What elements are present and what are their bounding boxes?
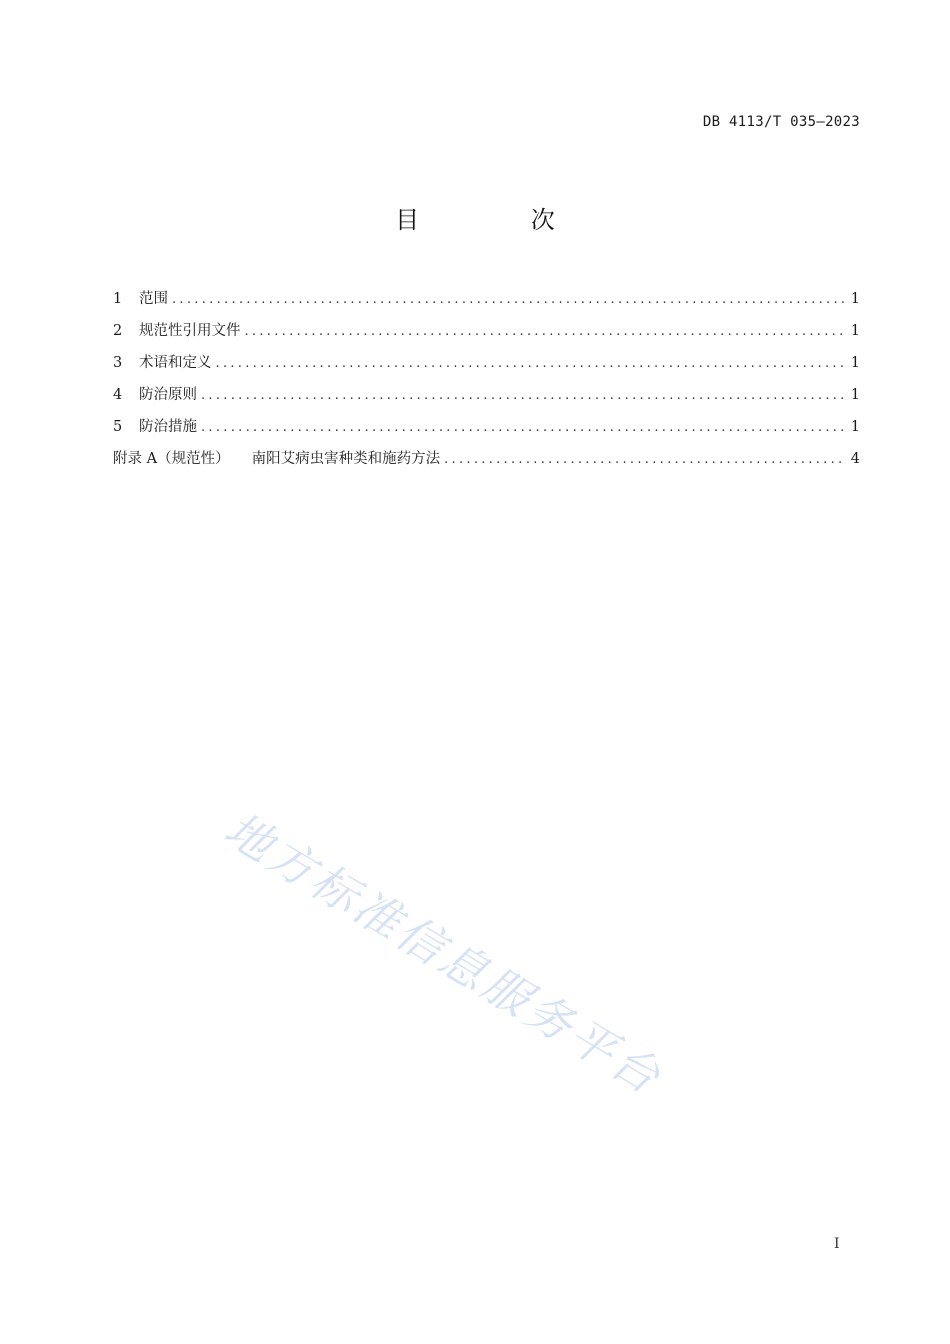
toc-entry-label: 防治原则 xyxy=(139,387,197,403)
toc-entry-page: 4 xyxy=(850,451,860,467)
toc-leader-dots xyxy=(444,450,845,470)
toc-entry-number: 5 xyxy=(113,419,123,435)
toc-entry-page: 1 xyxy=(850,419,860,435)
toc-entry-label: 范围 xyxy=(139,291,168,307)
page-number: I xyxy=(834,1236,840,1252)
toc-entry-normative-references[interactable] xyxy=(113,321,860,353)
toc-entry-appendix-a[interactable] xyxy=(113,449,860,481)
toc-entry-number: 2 xyxy=(113,323,123,339)
table-of-contents xyxy=(113,289,860,481)
toc-entry-label: 防治措施 xyxy=(139,419,197,435)
toc-leader-dots xyxy=(201,418,845,438)
toc-entry-page: 1 xyxy=(850,355,860,371)
toc-entry-scope[interactable] xyxy=(113,289,860,321)
toc-entry-label: 规范性引用文件 xyxy=(139,323,241,339)
toc-entry-control-principles[interactable] xyxy=(113,385,860,417)
toc-leader-dots xyxy=(201,386,845,406)
toc-entry-number: 3 xyxy=(113,355,123,371)
watermark: 地方标准信息服务平台 xyxy=(215,801,672,1106)
toc-entry-page: 1 xyxy=(850,291,860,307)
toc-entry-terms-definitions[interactable] xyxy=(113,353,860,385)
toc-leader-dots xyxy=(216,354,845,374)
toc-entry-number: 4 xyxy=(113,387,123,403)
toc-title: 目 次 xyxy=(395,206,607,234)
toc-entry-control-measures[interactable] xyxy=(113,417,860,449)
toc-leader-dots xyxy=(245,322,845,342)
toc-entry-page: 1 xyxy=(850,323,860,339)
toc-entry-label: 南阳艾病虫害种类和施药方法 xyxy=(251,451,441,467)
toc-leader-dots xyxy=(172,290,845,310)
toc-entry-number: 1 xyxy=(113,291,123,307)
document-code: DB 4113/T 035—2023 xyxy=(702,114,860,130)
toc-appendix-prefix: 附录 A（规范性） xyxy=(113,451,230,467)
toc-entry-label: 术语和定义 xyxy=(139,355,212,371)
toc-entry-page: 1 xyxy=(850,387,860,403)
